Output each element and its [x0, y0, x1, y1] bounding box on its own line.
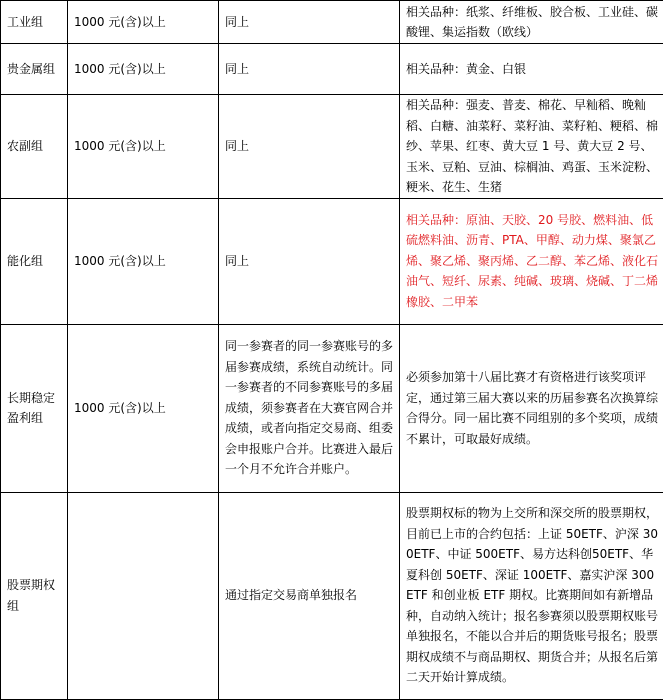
description-cell: 相关品种：纸浆、纤维板、胶合板、工业硅、碳酸锂、集运指数（欧线）	[400, 1, 663, 44]
fund-requirement-cell: 1000 元(含)以上	[68, 44, 219, 95]
table-row-precious-metals	[1, 44, 663, 95]
group-name-cell: 股票期权组	[1, 492, 68, 699]
group-name-cell: 农副组	[1, 95, 68, 199]
fund-requirement-cell	[68, 492, 219, 699]
description-cell: 相关品种：黄金、白银	[400, 44, 663, 95]
group-name-cell: 贵金属组	[1, 44, 68, 95]
registration-rule-cell: 通过指定交易商单独报名	[219, 492, 400, 699]
group-name-cell: 长期稳定盈利组	[1, 324, 68, 492]
table-row-long-term-profit	[1, 324, 663, 492]
table-row-industrial	[1, 1, 663, 44]
description-cell-highlighted: 相关品种：原油、天胶、20 号胶、燃料油、低硫燃料油、沥青、PTA、甲醇、动力煤、聚氯乙烯、聚乙烯、聚丙烯、乙二醇、苯乙烯、液化石油气、短纤、尿素、纯碱、玻璃、烧碱、丁二烯橡胶、二甲苯	[400, 198, 663, 324]
description-cell: 必须参加第十八届比赛才有资格进行该奖项评定，通过第三届大赛以来的历届参赛名次换算综合得分。同一届比赛不同组别的多个奖项，成绩不累计，可取最好成绩。	[400, 324, 663, 492]
table-row-energy-chemical	[1, 198, 663, 324]
registration-rule-cell: 同一参赛者的同一参赛账号的多届参赛成绩，系统自动统计。同一参赛者的不同参赛账号的多届成绩，须参赛者在大赛官网合并成绩，或者向指定交易商、组委会申报账户合并。比赛进入最后一个月不允许合并账户。	[219, 324, 400, 492]
description-cell: 股票期权标的物为上交所和深交所的股票期权，目前已上市的合约包括：上证 50ETF、沪深 300ETF、中证 500ETF、易方达科创50ETF、华夏科创 50ETF、深证 100ETF、嘉实沪深 300ETF 和创业板 ETF 期权。比赛期间如有新增品种，自动纳入统计；报名参赛须以股票期权账号单独报名，不能以合并后的期货账号报名；股票期权成绩不与商品期权、期货合并；从报名后第二天开始计算成绩。	[400, 492, 663, 699]
registration-rule-cell: 同上	[219, 44, 400, 95]
fund-requirement-cell: 1000 元(含)以上	[68, 324, 219, 492]
group-name-cell: 能化组	[1, 198, 68, 324]
fund-requirement-cell: 1000 元(含)以上	[68, 198, 219, 324]
registration-rule-cell: 同上	[219, 198, 400, 324]
description-cell: 相关品种：强麦、普麦、棉花、早籼稻、晚籼稻、白糖、油菜籽、菜籽油、菜籽粕、粳稻、棉纱、苹果、红枣、黄大豆 1 号、黄大豆 2 号、玉米、豆粕、豆油、棕榈油、鸡蛋、玉米淀粉、粳米、花生、生猪	[400, 95, 663, 199]
registration-rule-cell: 同上	[219, 95, 400, 199]
group-name-cell: 工业组	[1, 1, 68, 44]
table-row-agricultural	[1, 95, 663, 199]
fund-requirement-cell: 1000 元(含)以上	[68, 95, 219, 199]
fund-requirement-cell: 1000 元(含)以上	[68, 1, 219, 44]
table-row-stock-options	[1, 492, 663, 699]
registration-rule-cell: 同上	[219, 1, 400, 44]
